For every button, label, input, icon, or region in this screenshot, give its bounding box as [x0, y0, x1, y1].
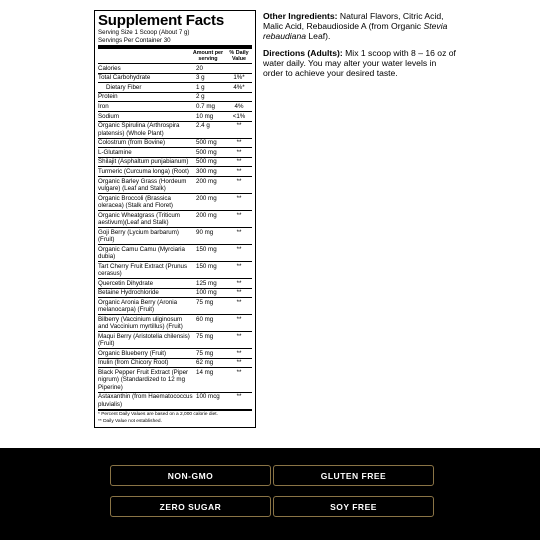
- ingredient-amount: 200 mg: [196, 211, 217, 219]
- ingredient-daily-value: **: [236, 368, 242, 376]
- facts-row: [98, 348, 252, 358]
- ingredient-name: Organic Wheatgrass (Triticum aestivum)(Leaf and Stalk): [98, 211, 180, 226]
- facts-row: [98, 392, 252, 409]
- ingredient-name: Black Pepper Fruit Extract (Piper nigrum) (Standardized to 12 mg Piperine): [98, 368, 189, 391]
- facts-rows: [98, 63, 252, 409]
- ingredient-name: Sodium: [98, 112, 119, 120]
- facts-row: [98, 314, 252, 331]
- ingredient-amount: 200 mg: [196, 177, 217, 185]
- ingredient-name: Organic Broccoli (Brassica oleracea) (Stalk and Floret): [98, 194, 173, 209]
- ingredients-text-2: Leaf).: [306, 31, 331, 42]
- facts-row: [98, 244, 252, 261]
- ingredient-daily-value: **: [236, 262, 242, 270]
- ingredient-daily-value: 1%*: [233, 74, 245, 82]
- facts-row: [98, 288, 252, 298]
- facts-title: Supplement Facts: [98, 12, 224, 29]
- ingredient-amount: 90 mg: [196, 228, 214, 236]
- ingredient-daily-value: **: [236, 393, 242, 401]
- facts-row: [98, 121, 252, 138]
- ingredient-daily-value: **: [236, 148, 242, 156]
- ingredient-amount: 200 mg: [196, 194, 217, 202]
- facts-row: [98, 111, 252, 121]
- badge-zero-sugar: ZERO SUGAR: [110, 496, 271, 517]
- ingredient-amount: 1 g: [196, 83, 205, 91]
- ingredient-daily-value: **: [236, 122, 242, 130]
- ingredient-daily-value: **: [236, 245, 242, 253]
- ingredient-amount: 100 mcg: [196, 393, 220, 401]
- facts-row: [98, 261, 252, 278]
- ingredient-daily-value: **: [236, 332, 242, 340]
- right-column: [263, 11, 458, 84]
- ingredients-italic: Stevia rebaudiana: [263, 21, 448, 42]
- ingredient-name: Bilberry (Vaccinium uliginosum and Vaccinium myrtillus) (Fruit): [98, 315, 183, 331]
- facts-row: [98, 63, 252, 73]
- ingredient-daily-value: **: [236, 158, 242, 166]
- ingredients-text-1: Natural Flavors, Citric Acid, Malic Acid, Rebaudioside A (from Organic: [263, 11, 444, 32]
- ingredient-amount: 500 mg: [196, 139, 217, 147]
- ingredient-name: Colostrum (from Bovine): [98, 139, 166, 147]
- ingredient-amount: 2.4 g: [196, 122, 210, 130]
- ingredients-label: Other Ingredients:: [263, 11, 338, 21]
- ingredient-daily-value: 4%*: [233, 83, 245, 91]
- facts-row: [98, 278, 252, 288]
- ingredient-amount: 60 mg: [196, 315, 214, 323]
- supplement-facts-panel: [94, 10, 256, 428]
- ingredient-name: Shilajit (Asphaltum punjabianum): [98, 158, 189, 166]
- facts-row: [98, 227, 252, 244]
- ingredient-name: Betaine Hydrochloride: [98, 289, 159, 297]
- ingredient-name: Astaxanthin (from Haematococcus pluvialis): [98, 393, 193, 408]
- badge-band: [0, 448, 540, 540]
- ingredient-amount: 10 mg: [196, 112, 214, 120]
- ingredient-amount: 62 mg: [196, 359, 214, 367]
- ingredient-daily-value: **: [236, 177, 242, 185]
- ingredient-amount: 300 mg: [196, 167, 217, 175]
- ingredient-daily-value: [226, 93, 252, 100]
- facts-row: [98, 138, 252, 148]
- ingredient-amount: 3 g: [196, 74, 205, 82]
- ingredient-daily-value: **: [236, 349, 242, 357]
- ingredient-daily-value: 4%: [234, 102, 244, 110]
- ingredient-daily-value: **: [236, 315, 242, 323]
- ingredient-daily-value: **: [236, 194, 242, 202]
- col-amount-header: Amount per serving: [192, 50, 224, 62]
- ingredient-name: Dietary Fiber: [106, 83, 142, 91]
- ingredient-name: L-Glutamine: [98, 148, 132, 156]
- ingredient-amount: 500 mg: [196, 158, 217, 166]
- ingredient-daily-value: [226, 65, 252, 72]
- col-dv-header: % Daily Value: [229, 50, 249, 62]
- ingredient-name: Calories: [98, 64, 121, 72]
- badge-non-gmo: NON-GMO: [110, 465, 271, 486]
- facts-row: [98, 176, 252, 193]
- ingredient-name: Maqui Berry (Aristotelia chilensis) (Fruit): [98, 332, 190, 348]
- ingredient-amount: 75 mg: [196, 349, 214, 357]
- footnote-not-established: ** Daily Value not established.: [98, 418, 162, 424]
- ingredient-name: Total Carbohydrate: [98, 74, 151, 82]
- directions: [263, 48, 458, 79]
- ingredient-name: Protein: [98, 93, 118, 101]
- facts-row: [98, 157, 252, 167]
- facts-row: [98, 193, 252, 210]
- ingredient-amount: 75 mg: [196, 332, 214, 340]
- ingredient-daily-value: **: [236, 228, 242, 236]
- ingredient-amount: 500 mg: [196, 148, 217, 156]
- facts-header-row: [98, 49, 252, 63]
- ingredient-name: Organic Blueberry (Fruit): [98, 349, 167, 357]
- facts-row: [98, 101, 252, 111]
- ingredient-name: Turmeric (Curcuma longa) (Root): [98, 167, 189, 175]
- ingredient-amount: 150 mg: [196, 262, 217, 270]
- ingredient-name: Organic Spirulina (Arthrospira platensis) (Whole Plant): [98, 122, 180, 137]
- facts-row: [98, 210, 252, 227]
- ingredient-name: Tart Cherry Fruit Extract (Prunus cerasus): [98, 262, 188, 277]
- directions-label: Directions (Adults):: [263, 47, 343, 58]
- facts-row: [98, 331, 252, 348]
- directions-text: Mix 1 scoop with 8 – 16 oz of water daily. You may alter your water levels in order to achieve your desired taste.: [263, 47, 456, 79]
- ingredient-daily-value: <1%: [232, 112, 246, 120]
- facts-row: [98, 147, 252, 157]
- serving-size: Serving Size 1 Scoop (About 7 g): [98, 29, 190, 36]
- ingredient-amount: 100 mg: [196, 289, 217, 297]
- servings-per-container: Servings Per Container 30: [98, 36, 171, 44]
- ingredient-name: Inulin (from Chicory Root): [98, 359, 169, 367]
- ingredient-amount: 20: [196, 64, 203, 72]
- footnote-percent: * Percent Daily Values are based on a 2,000 calorie diet.: [98, 411, 218, 417]
- ingredient-daily-value: **: [236, 289, 242, 297]
- facts-row: [98, 166, 252, 176]
- ingredient-name: Organic Barley Grass (Hordeum vulgare) (Leaf and Stalk): [98, 177, 187, 192]
- ingredient-amount: 0.7 mg: [196, 102, 215, 110]
- ingredient-daily-value: **: [236, 298, 242, 306]
- facts-row: [98, 358, 252, 368]
- other-ingredients: [263, 11, 458, 42]
- facts-row: [98, 73, 252, 83]
- ingredient-daily-value: **: [236, 211, 242, 219]
- ingredient-name: Quercetin Dihydrate: [98, 279, 154, 287]
- ingredient-amount: 2 g: [196, 93, 205, 101]
- ingredient-name: Organic Camu Camu (Myrciaria dubia): [98, 245, 185, 260]
- ingredient-name: Iron: [98, 102, 109, 110]
- ingredient-daily-value: **: [236, 167, 242, 175]
- ingredient-daily-value: **: [236, 279, 242, 287]
- facts-row: [98, 367, 252, 391]
- ingredient-daily-value: **: [236, 139, 242, 147]
- ingredient-daily-value: **: [236, 359, 242, 367]
- facts-row: [98, 82, 252, 92]
- facts-row: [98, 297, 252, 314]
- ingredient-amount: 14 mg: [196, 368, 214, 376]
- badge-soy-free: SOY FREE: [273, 496, 434, 517]
- badge-gluten-free: GLUTEN FREE: [273, 465, 434, 486]
- ingredient-amount: 75 mg: [196, 298, 214, 306]
- ingredient-amount: 125 mg: [196, 279, 217, 287]
- facts-row: [98, 92, 252, 102]
- ingredient-name: Organic Aronia Berry (Aronia melanocarpa) (Fruit): [98, 298, 178, 314]
- ingredient-name: Goji Berry (Lycium barbarum) (Fruit): [98, 228, 179, 243]
- ingredient-amount: 150 mg: [196, 245, 217, 253]
